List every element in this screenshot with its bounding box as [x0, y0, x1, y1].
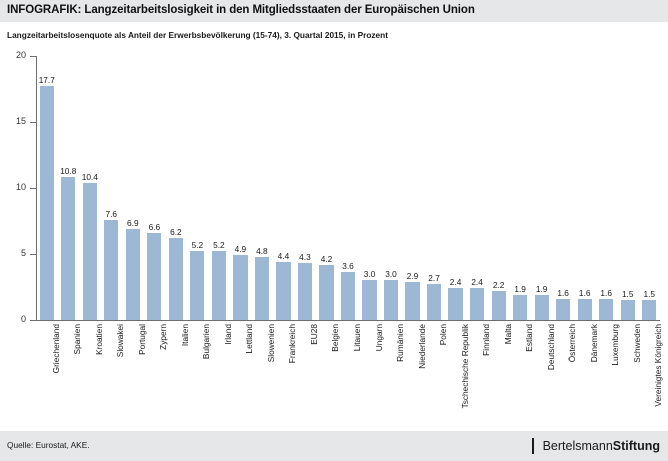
bar-value-label: 4.8 — [256, 245, 268, 256]
y-axis-tick-label: 5 — [20, 248, 26, 258]
bar — [126, 229, 140, 320]
bar — [492, 291, 506, 320]
bar-value-label: 1.9 — [535, 283, 548, 294]
logo-stiftung: Stiftung — [612, 439, 660, 453]
plot-area — [36, 56, 660, 320]
x-axis-category-label: Kroatien — [93, 324, 104, 355]
x-axis-category-label: Belgien — [330, 324, 341, 352]
bar-value-label: 4.9 — [234, 244, 247, 255]
bar-value-label: 3.0 — [363, 269, 376, 280]
chart-subtitle: Langzeitarbeitslosenquote als Anteil der Erwerbsbevölkerung (15-74), 3. Quartal 2015, in Prozent — [7, 30, 388, 40]
x-axis-category-label: Estland — [524, 324, 535, 352]
source-note: Quelle: Eurostat, AKE. — [7, 440, 90, 450]
x-axis-category-label: Spanien — [72, 324, 83, 355]
bar — [147, 233, 161, 320]
bar — [341, 272, 355, 320]
bar-value-label: 5.2 — [213, 240, 225, 251]
y-axis-tick — [30, 320, 36, 321]
bar-chart — [0, 46, 668, 426]
bar-value-label: 4.4 — [277, 250, 290, 261]
bar — [427, 284, 441, 320]
x-axis-category-label: Finnland — [481, 324, 492, 356]
x-axis-category-label: Zypern — [158, 324, 169, 350]
bar-value-label: 6.9 — [127, 217, 139, 228]
bar — [233, 255, 247, 320]
x-axis-category-label: Ungarn — [373, 324, 384, 352]
bar-value-label: 17.7 — [38, 75, 55, 86]
bar — [578, 299, 592, 320]
bar-value-label: 2.7 — [428, 273, 440, 284]
bar-value-label: 5.2 — [191, 240, 204, 251]
bar-value-label: 2.2 — [492, 279, 505, 290]
footer-bar — [0, 430, 668, 461]
y-axis-tick-label: 10 — [15, 182, 26, 192]
logo-bertelsmann: Bertelsmann — [542, 439, 613, 453]
bar — [83, 183, 97, 320]
bar — [621, 300, 635, 320]
y-axis-tick-label: 15 — [15, 116, 26, 126]
bar-value-label: 2.4 — [449, 277, 462, 288]
bar-value-label: 3.0 — [385, 269, 397, 280]
x-axis-category-label: Griechenland — [50, 324, 61, 374]
bar-value-label: 1.9 — [514, 283, 526, 294]
x-axis-category-label: Irland — [222, 324, 233, 345]
x-axis-category-label: Schweden — [631, 324, 642, 363]
x-axis-line — [36, 320, 660, 321]
bar — [276, 262, 290, 320]
x-axis-category-label: Portugal — [136, 324, 147, 355]
bar — [169, 238, 183, 320]
x-axis-category-label: Lettland — [244, 324, 255, 354]
bar — [384, 280, 398, 320]
y-axis-tick-label: 20 — [15, 50, 26, 60]
bar — [556, 299, 570, 320]
bar — [535, 295, 549, 320]
bar — [212, 251, 226, 320]
bar-value-label: 6.6 — [148, 221, 161, 232]
x-axis-category-label: Polen — [438, 324, 449, 346]
x-axis-category-label: Bulgarien — [201, 324, 212, 360]
bar — [319, 265, 333, 320]
y-axis-tick-label: 0 — [20, 314, 26, 324]
bertelsmann-stiftung-logo — [532, 438, 660, 454]
x-axis-category-label: Frankreich — [287, 324, 298, 364]
bar — [470, 288, 484, 320]
bar — [405, 282, 419, 320]
bar — [513, 295, 527, 320]
bar — [40, 86, 54, 320]
bar-value-label: 2.9 — [406, 270, 419, 281]
x-axis-category-label: Vereinigtes Königreich — [653, 324, 664, 407]
bar-value-label: 1.6 — [578, 287, 591, 298]
x-axis-category-label: Slowakei — [115, 324, 126, 358]
bar-value-label: 1.6 — [600, 287, 612, 298]
bar — [61, 177, 75, 320]
x-axis-category-label: Niederlande — [416, 324, 427, 369]
bar-value-label: 1.5 — [621, 289, 634, 300]
bar-value-label: 7.6 — [105, 208, 118, 219]
bar-value-label: 10.8 — [60, 166, 77, 177]
x-axis-category-label: Rumänien — [395, 324, 406, 362]
x-axis-category-label: Italien — [179, 324, 190, 347]
bar-value-label: 10.4 — [81, 171, 98, 182]
bar-value-label: 3.6 — [342, 261, 354, 272]
x-axis-category-label: Luxemburg — [610, 324, 621, 366]
header-bar — [0, 0, 668, 23]
bar-value-label: 4.3 — [299, 252, 311, 263]
header-label: INFOGRAFIK: — [7, 4, 82, 16]
page-title — [7, 4, 475, 16]
bar — [448, 288, 462, 320]
bar — [104, 220, 118, 320]
header-title-text: Langzeitarbeitslosigkeit in den Mitgliedsstaaten der Europäischen Union — [84, 4, 475, 16]
bar-value-label: 1.5 — [643, 289, 655, 300]
bar — [599, 299, 613, 320]
bar-value-label: 4.2 — [320, 253, 333, 264]
bar — [298, 263, 312, 320]
bar — [362, 280, 376, 320]
x-axis-category-label: Deutschland — [545, 324, 556, 371]
bar-value-label: 2.4 — [471, 277, 483, 288]
bar — [255, 257, 269, 320]
x-axis-category-label: Malta — [502, 324, 513, 345]
x-axis-category-label: EU28 — [308, 324, 319, 345]
bar-value-label: 6.2 — [170, 227, 182, 238]
x-axis-category-label: Litauen — [352, 324, 362, 352]
x-axis-category-label: Slowenien — [265, 324, 276, 363]
x-axis-category-label: Österreich — [567, 324, 578, 363]
x-axis-category-label: Tschechische Republik — [459, 324, 470, 409]
x-axis-category-label: Dänemark — [588, 324, 599, 363]
bar — [190, 251, 204, 320]
bar-value-label: 1.6 — [557, 287, 569, 298]
bar — [642, 300, 656, 320]
